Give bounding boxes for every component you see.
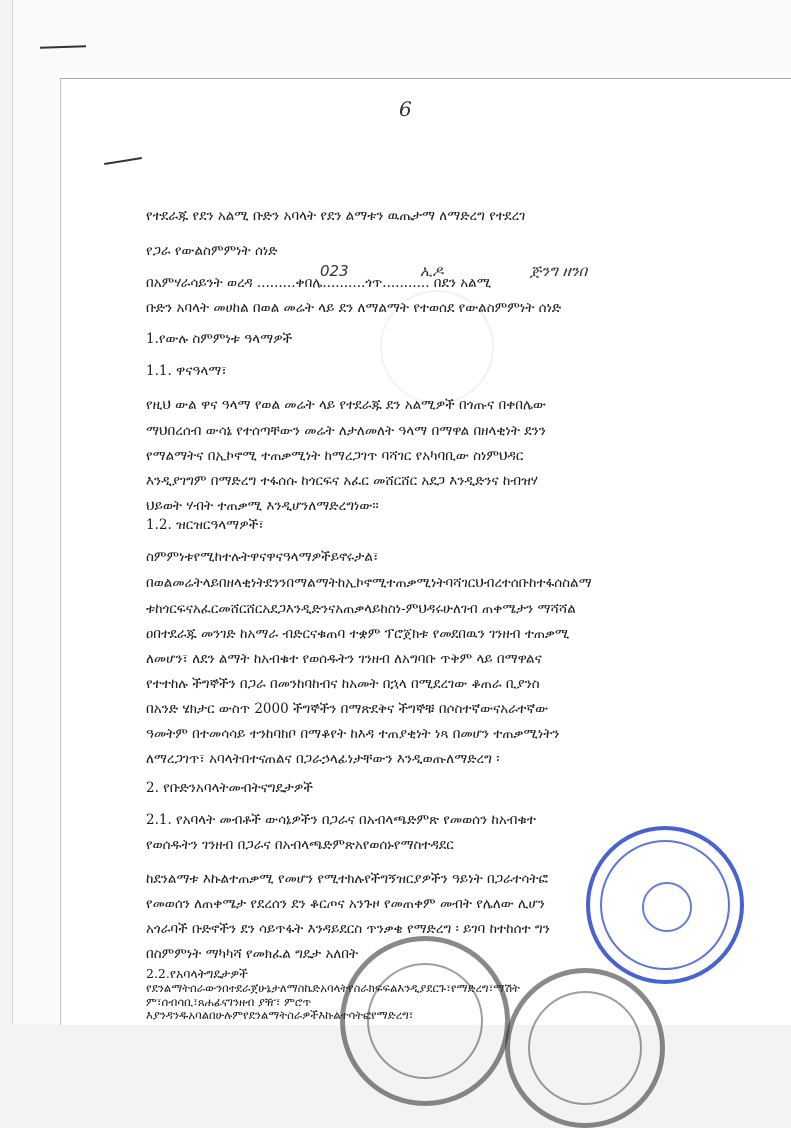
paragraph-line: በስምምነት ማካካሻ የመክፈል ግዴታ አለበት: [146, 946, 359, 962]
paragraph-line: የመወሰን ለጠቀሜታ የደረሰን ደን ቆርጦና አንጉዞ የመጠቀም መብት የሌለው ሊሆን: [146, 896, 545, 912]
section-1-2-heading: 1.2. ዝርዝርዓላማዎች፣: [146, 517, 264, 533]
section-2-1-heading-line: 2.1. የአባላት መብቶች ውሳኔዎችን በጋራና በአብላጫድምጽ የመወሰን ከአብቁተ: [146, 812, 536, 828]
paragraph-line: ስምምነቱየሚከተሉትዋናዋናዓላማዎችይኖሩታል፣: [146, 549, 379, 565]
section-1-1-heading: 1.1. ዋናዓላማ፣: [146, 363, 227, 379]
paragraph-line: ዓመትም በተመሳሳይ ተንከባክቦ በማቆየት ከእዳ ተጠያቂነት ነጻ በመሆን ተጠቃሚነትን: [146, 726, 560, 742]
document-title-line-1: የተደራጁ የደን አልሚ ቡድን አባላት የደን ልማቱን ዉጤታማ ለማድረግ የተደረገ: [146, 208, 526, 224]
paragraph-line: የዚህ ውል ዋና ዓላማ የወል መሬት ላይ የተደራጁ ደን አልሚዎች በጎጡና በቀበሌው: [146, 397, 546, 413]
intro-line-1: በአምሃራሳይንት ወረዳ .........ቀበሌ..........ጎጥ........... በደን አልሚ: [146, 275, 492, 291]
paragraph-line: ዐበተደራጁ መንገድ ከአማራ ብድርናቁጠባ ተቋም ፕሮጀክቱ የመደበዉን ገንዘብ ተጠቃሚ: [146, 626, 570, 642]
gray-stamp: [505, 968, 665, 1128]
handwritten-group-name: ጅንግ ዘንበ: [530, 262, 588, 280]
section-2-heading: 2. የቡድንአባላትመብትናግዴታዎች: [146, 780, 313, 796]
paragraph-line: ም፣ሰብሳቢ፣ጸሐፊናገንዘብ ያዥ፣ ምሮጥ: [146, 995, 312, 1009]
paragraph-line: በአንድ ሄክታር ውስጥ 2000 ችግኞችን በማጽደቅና ችግኞቹ በሶስተኛውናአራተኛው: [146, 701, 549, 717]
paragraph-line: ለመሆን፣ ለደን ልማት ከአብቁተ የወሰዱትን ገንዘብ ለአግባቡ ጥቅም ላይ በማዋልና: [146, 651, 542, 667]
paragraph-line: ህይወት ሃብት ተጠቃሚ እንዲሆንለማድረግነው፡፡: [146, 498, 379, 514]
handwritten-kebele: 023: [320, 262, 349, 280]
document-title-line-2: የጋራ የውልስምምነት ሰነድ: [146, 243, 278, 259]
paragraph-line: ከደንልማቱ እኩልተጠቃሚ የመሆን የሚተክሉየችግኝዝርያዎችን ዓይነት በጋራተሳትፎ: [146, 871, 548, 887]
intro-line-2: ቡድን አባላት መሀከል በወል መሬት ላይ ደን ለማልማት የተወሰደ የውልስምምነት ሰነድ: [146, 300, 562, 316]
paragraph-line: እንዲያገግም በማድረግ ተፋሰሱ ከጎርፍና አፈር መሸርሸር አደጋ እንዲድንና ከብዝሃ: [146, 473, 539, 489]
paragraph-line: እያንዳንዱአባልበሁሉምየደንልማትስራዎችእኩልተሳትፎየማድረግ፣: [146, 1008, 414, 1022]
handwritten-got: ኢዶ: [420, 262, 444, 280]
official-blue-stamp: [586, 826, 744, 984]
gray-stamp: [340, 936, 510, 1106]
paragraph-line: ማህበረሰብ ውሳኔ የተሰጣቸውን መሬት ለታለመለት ዓላማ በማዋል በዘላቂነት ደንን: [146, 423, 546, 439]
paragraph-line: ቱከጎርፍናአፈርመሸርሸርአደጋእንዲድንናአጠቃላይከስነ-ምህዳሩሁለገብ ጠቀሜታን ማሻሻል: [146, 601, 576, 617]
paragraph-line: የማልማትና በኢኮኖሚ ተጠቃሚነት ከማረጋገጥ ባሻገር የአካባቢው ስነምህዳር: [146, 448, 524, 464]
paragraph-line: ለማረጋገጥ፣ አባላትበተናጠልና በጋራኃላፊነታቸውን እንዲወጡለማድረግ ፡: [146, 751, 500, 767]
paragraph-line: የደንልማትሰራውንበተደራጀሁኔታለማስኬድአባላትየስራክፍፍልእንዲያደርጉ፣የማድረግ፣ማሽት: [146, 981, 520, 995]
emblem-icon: [642, 882, 692, 932]
section-2-2-heading: 2.2.የአባላትግዴታዎች: [146, 966, 248, 981]
page-number: 6: [399, 97, 412, 121]
paragraph-line: በወልመሬትላይበዘላቂነትደንንበማልማትከኢኮኖሚተጠቃሚነትባሻገርህብረተሰቡከተፋሰስልማ: [146, 575, 592, 591]
paragraph-line: የተተከሉ ችግኞችን በጋራ በመንከባከብና ከአመት በኋላ በሚደረገው ቆጠራ ቢያንስ: [146, 676, 540, 692]
section-2-1-heading-line: የወሰዱትን ገንዘብ በጋራና በአብላጫድምጽአየወሰኑየማስተዳደር: [146, 837, 454, 853]
paragraph-line: አጎራባች ቡድኖችን ደን ሳይጥፋት እንዳይደርስ ጥንቃቄ የማድረግ ፡ ይገባ ከተከሰተ ግን: [146, 921, 550, 937]
section-1-heading: 1.የውሉ ስምምነቱ ዓላማዎች: [146, 331, 293, 347]
